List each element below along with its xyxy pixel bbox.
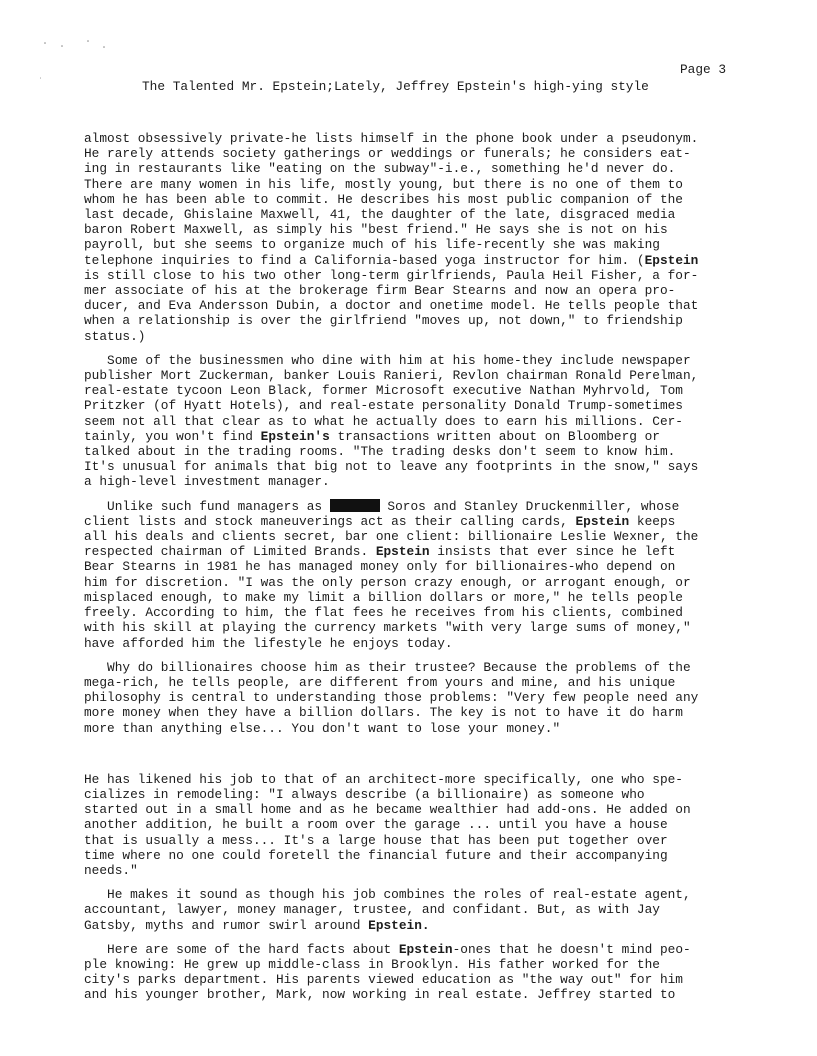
text-run: insists that ever since he left <box>429 544 676 560</box>
text-run: tainly, you won't find <box>84 428 261 444</box>
text-line <box>84 298 809 313</box>
text-run: Bear Stearns in 1981 he has managed money only for billionaires-who depend on <box>84 559 676 575</box>
paragraph <box>84 131 809 344</box>
text-run: that is usually a mess... It's a large house that has been put together over <box>84 832 668 848</box>
text-run: He makes it sound as though his job combines the roles of real-estate agent, <box>84 887 691 903</box>
paragraph-gap <box>84 878 809 887</box>
text-line <box>84 444 809 459</box>
text-run: all his deals and clients secret, bar one client: billionaire Leslie Wexner, the <box>84 529 699 545</box>
text-line <box>84 383 809 398</box>
paragraph <box>84 660 809 736</box>
paragraph-gap <box>84 933 809 942</box>
text-line <box>84 636 809 651</box>
paragraph <box>84 772 809 878</box>
redaction-box <box>330 499 380 512</box>
text-line <box>84 474 809 489</box>
text-run: a high-level investment manager. <box>84 474 330 490</box>
text-run: almost obsessively private-he lists himself in the phone book under a pseudonym. <box>84 131 699 146</box>
text-line <box>84 499 809 514</box>
text-line <box>84 283 809 298</box>
text-line <box>84 253 809 268</box>
text-line <box>84 222 809 237</box>
paragraph-gap <box>84 490 809 499</box>
text-line <box>84 398 809 413</box>
text-run: mega-rich, he tells people, are different from yours and mine, and his unique <box>84 674 676 690</box>
paragraph-gap <box>84 344 809 353</box>
text-line <box>84 161 809 176</box>
text-run: ducer, and Eva Andersson Dubin, a doctor and onetime model. He tells people that <box>84 298 699 314</box>
text-run: Why do billionaires choose him as their trustee? Because the problems of the <box>84 659 691 675</box>
text-run: mer associate of his at the brokerage firm Bear Stearns and now an opera pro- <box>84 283 676 299</box>
text-run: transactions written about on Bloomberg or <box>329 428 660 444</box>
text-run: more money when they have a billion dollars. The key is not to have it do harm <box>84 705 683 721</box>
page-number: Page 3 <box>680 62 727 77</box>
text-run: -ones that he doesn't mind peo- <box>452 941 691 957</box>
text-run: city's parks department. His parents viewed education as "the way out" for him <box>84 972 683 988</box>
text-run: He rarely attends society gatherings or weddings or funerals; he considers eat- <box>84 146 691 162</box>
text-run: started out in a small home and as he became wealthier had add-ons. He added on <box>84 802 691 818</box>
text-run: freely. According to him, the flat fees he receives from his clients, combined <box>84 605 683 621</box>
text-line <box>84 590 809 605</box>
text-line <box>84 675 809 690</box>
text-line <box>84 514 809 529</box>
text-run: It's unusual for animals that big not to leave any footprints in the snow," says <box>84 459 699 475</box>
text-line <box>84 313 809 328</box>
text-line <box>84 987 809 1002</box>
text-line <box>84 414 809 429</box>
text-run: have afforded him the lifestyle he enjoys today. <box>84 635 453 651</box>
text-run: philosophy is central to understanding those problems: "Very few people need any <box>84 690 699 706</box>
text-line <box>84 972 809 987</box>
paragraph <box>84 887 809 933</box>
text-line <box>84 544 809 559</box>
text-line <box>84 368 809 383</box>
running-header-title: The Talented Mr. Epstein;Lately, Jeffrey Epstein's high-ying style <box>142 79 649 94</box>
bold-name: Epstein <box>375 544 430 560</box>
text-line <box>84 721 809 736</box>
text-line <box>84 833 809 848</box>
paragraph <box>84 353 809 490</box>
text-run: with his skill at playing the currency markets "with very large sums of money," <box>84 620 691 636</box>
text-run: is still close to his two other long-term girlfriends, Paula Heil Fisher, a for- <box>84 267 699 283</box>
text-line <box>84 575 809 590</box>
text-run: real-estate tycoon Leon Black, former Microsoft executive Nathan Myhrvold, Tom <box>84 383 683 399</box>
text-line <box>84 559 809 574</box>
text-run: him for discretion. "I was the only person crazy enough, or arrogant enough, or <box>84 574 691 590</box>
text-run: He has likened his job to that of an architect-more specifically, one who spe- <box>84 771 683 787</box>
paragraph-gap <box>84 651 809 660</box>
text-line <box>84 848 809 863</box>
paragraph <box>84 499 809 651</box>
article-body <box>84 131 809 1003</box>
text-line <box>84 353 809 368</box>
text-run: misplaced enough, to make my limit a billion dollars or more," he tells people <box>84 589 683 605</box>
text-run: when a relationship is over the girlfriend "moves up, not down," to friendship <box>84 313 683 329</box>
text-line <box>84 192 809 207</box>
text-line <box>84 429 809 444</box>
text-line <box>84 177 809 192</box>
text-run: talked about in the trading rooms. "The trading desks don't seem to know him. <box>84 444 676 460</box>
text-line <box>84 887 809 902</box>
text-line <box>84 690 809 705</box>
bold-name: Epstein <box>575 513 630 529</box>
text-run: cializes in remodeling: "I always describe (a billionaire) as someone who <box>84 786 645 802</box>
text-line <box>84 787 809 802</box>
text-run: Pritzker (of Hyatt Hotels), and real-estate personality Donald Trump-sometimes <box>84 398 683 414</box>
text-line <box>84 529 809 544</box>
text-line <box>84 131 809 146</box>
text-line <box>84 802 809 817</box>
text-line <box>84 902 809 917</box>
text-run: and his younger brother, Mark, now working in real estate. Jeffrey started to <box>84 987 676 1003</box>
text-line <box>84 817 809 832</box>
scan-specks <box>40 38 120 88</box>
bold-name: Epstein's <box>260 428 330 444</box>
text-line <box>84 620 809 635</box>
text-run: ple knowing: He grew up middle-class in Brooklyn. His father worked for the <box>84 956 660 972</box>
text-run: publisher Mort Zuckerman, banker Louis Ranieri, Revlon chairman Ronald Perelman, <box>84 368 699 384</box>
bold-name: Epstein <box>644 252 699 268</box>
text-line <box>84 918 809 933</box>
text-line <box>84 957 809 972</box>
text-run: ing in restaurants like "eating on the subway"-i.e., something he'd never do. <box>84 161 676 177</box>
text-run: Here are some of the hard facts about <box>84 941 399 957</box>
text-run: more than anything else... You don't want to lose your money." <box>84 720 561 736</box>
paragraph <box>84 942 809 1003</box>
text-run: time where no one could foretell the financial future and their accompanying <box>84 847 668 863</box>
text-line <box>84 146 809 161</box>
text-line <box>84 942 809 957</box>
text-run: seem not all that clear as to what he actually does to earn his millions. Cer- <box>84 413 683 429</box>
text-run: whom he has been able to commit. He describes his most public companion of the <box>84 191 683 207</box>
text-run: telephone inquiries to find a California-based yoga instructor for him. ( <box>84 252 645 268</box>
text-line <box>84 268 809 283</box>
text-run: status.) <box>84 328 146 344</box>
text-run: accountant, lawyer, money manager, trustee, and confidant. But, as with Jay <box>84 902 660 918</box>
text-line <box>84 237 809 252</box>
paragraph-gap <box>84 736 809 772</box>
text-run: keeps <box>629 513 676 529</box>
text-run: last decade, Ghislaine Maxwell, 41, the daughter of the late, disgraced media <box>84 207 676 223</box>
text-line <box>84 329 809 344</box>
text-line <box>84 863 809 878</box>
text-run: needs." <box>84 862 138 878</box>
text-run: payroll, but she seems to organize much of his life-recently she was making <box>84 237 660 253</box>
text-run: client lists and stock maneuverings act as their calling cards, <box>84 513 576 529</box>
text-run: Soros and Stanley Druckenmiller, whose <box>379 498 680 514</box>
text-line <box>84 605 809 620</box>
bold-name: Epstein. <box>368 917 430 933</box>
text-run: baron Robert Maxwell, as simply his "best friend." He says she is not on his <box>84 222 668 238</box>
text-run: another addition, he built a room over the garage ... until you have a house <box>84 817 668 833</box>
text-run: Unlike such fund managers as <box>84 498 330 514</box>
text-run: respected chairman of Limited Brands. <box>84 544 376 560</box>
text-run: Some of the businessmen who dine with him at his home-they include newspaper <box>84 352 691 368</box>
text-run: There are many women in his life, mostly young, but there is no one of them to <box>84 176 683 192</box>
bold-name: Epstein <box>398 941 453 957</box>
text-line <box>84 705 809 720</box>
text-line <box>84 660 809 675</box>
text-line <box>84 772 809 787</box>
text-run: Gatsby, myths and rumor swirl around <box>84 917 369 933</box>
text-line <box>84 207 809 222</box>
text-line <box>84 459 809 474</box>
